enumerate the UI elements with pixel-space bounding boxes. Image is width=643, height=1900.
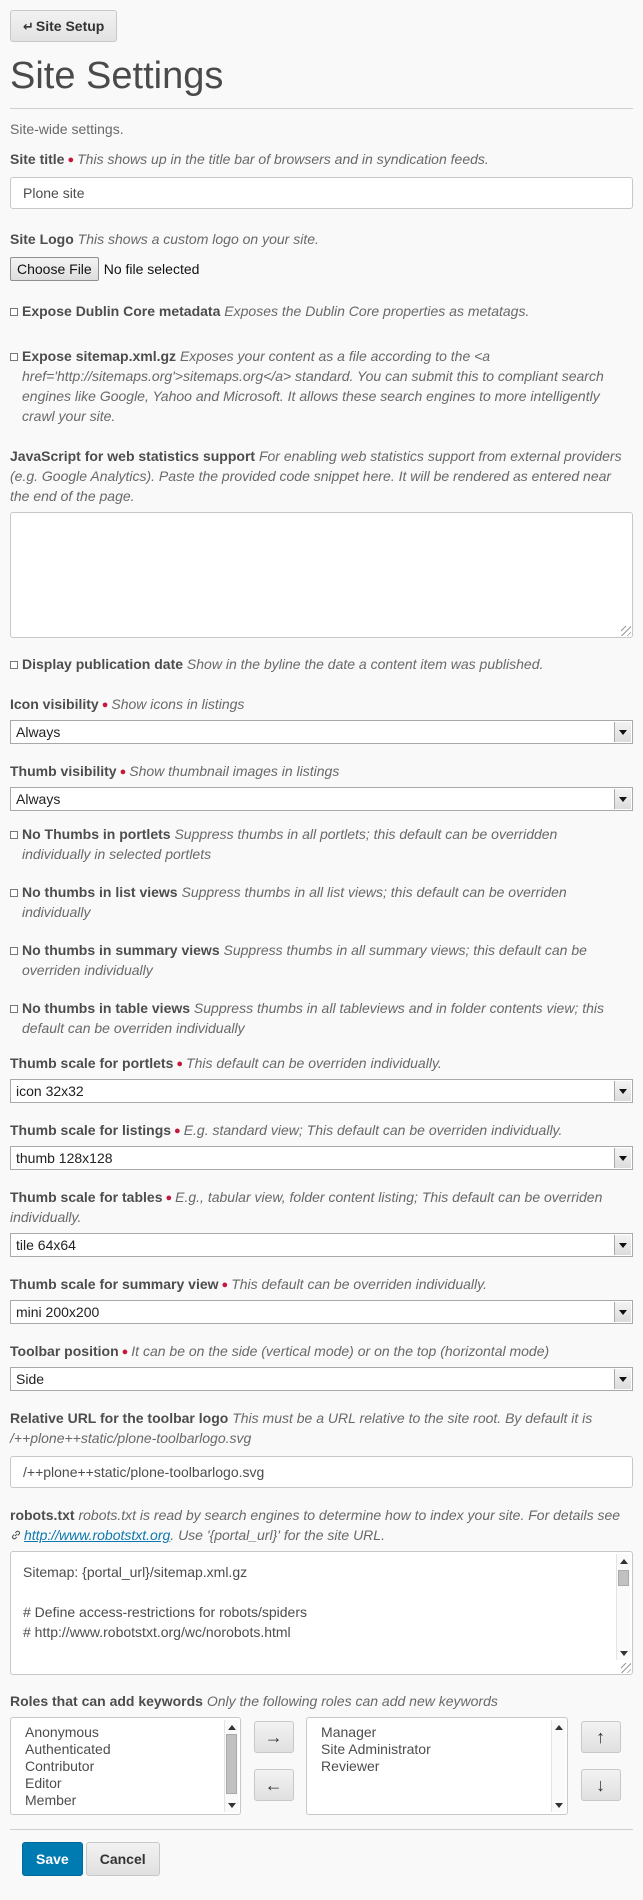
file-status: No file selected <box>103 261 200 277</box>
thumb-scale-tables-help: E.g., tabular view, folder content listing; This default can be overriden individually. <box>10 1189 603 1225</box>
choose-file-button[interactable]: Choose File <box>10 257 99 281</box>
toolbar-position-field <box>10 1341 633 1391</box>
dropdown-arrow-icon[interactable] <box>614 1302 631 1322</box>
publication-date-label: Display publication date <box>22 656 184 672</box>
icon-visibility-help: Show icons in listings <box>111 696 245 712</box>
toolbar-logo-field <box>10 1408 633 1488</box>
dublin-core-checkbox[interactable] <box>10 308 18 316</box>
sitemap-label: Expose sitemap.xml.gz <box>22 348 177 364</box>
no-thumbs-portlets-checkbox[interactable] <box>10 831 18 839</box>
thumb-visibility-value: Always <box>16 791 61 807</box>
toolbar-position-label: Toolbar position <box>10 1343 119 1359</box>
site-logo-label: Site Logo <box>10 231 74 247</box>
toolbar-logo-input[interactable]: /++plone++static/plone-toolbarlogo.svg <box>10 1456 633 1488</box>
robots-help <box>10 1507 620 1543</box>
page-description: Site-wide settings. <box>10 121 124 137</box>
move-down-button[interactable]: ↓ <box>581 1769 621 1801</box>
thumb-visibility-help: Show thumbnail images in listings <box>129 763 340 779</box>
keywords-roles-label: Roles that can add keywords <box>10 1693 203 1709</box>
publication-date-field <box>10 654 633 674</box>
thumb-scale-portlets-field <box>10 1053 633 1103</box>
dropdown-arrow-icon[interactable] <box>614 789 631 809</box>
thumb-scale-summary-label: Thumb scale for summary view <box>10 1276 219 1292</box>
no-thumbs-portlets-label: No Thumbs in portlets <box>22 826 171 842</box>
no-thumbs-table-help: Suppress thumbs in all tableviews and in folder contents view; this default can be overriden individually <box>22 1000 605 1036</box>
robots-textarea[interactable] <box>10 1551 633 1675</box>
required-icon: ● <box>174 1125 181 1137</box>
no-thumbs-summary-label: No thumbs in summary views <box>22 942 220 958</box>
toolbar-logo-help: This must be a URL relative to the site root. By default it is /++plone++static/plone-toolbarlogo.svg <box>10 1410 593 1446</box>
list-item[interactable]: Authenticated <box>25 1741 111 1757</box>
robotstxt-link[interactable]: http://www.robotstxt.org <box>24 1527 171 1543</box>
list-item[interactable]: Editor <box>25 1775 62 1791</box>
no-thumbs-table-field <box>10 998 633 1038</box>
scroll-up-icon[interactable] <box>552 1720 566 1734</box>
robots-line <box>23 1582 620 1602</box>
robots-scrollbar[interactable] <box>616 1554 630 1660</box>
site-title-label: Site title <box>10 151 65 167</box>
dublin-core-help: Exposes the Dublin Core properties as metatags. <box>224 303 530 319</box>
site-title-input[interactable]: Plone site <box>10 177 633 209</box>
no-thumbs-portlets-help: Suppress thumbs in all portlets; this default can be overridden individually in selected portlets <box>22 826 558 862</box>
thumb-scale-portlets-help: This default can be overriden individually. <box>186 1055 442 1071</box>
form-actions <box>10 1829 633 1876</box>
no-thumbs-table-checkbox[interactable] <box>10 1005 18 1013</box>
robots-label: robots.txt <box>10 1507 75 1523</box>
available-roles-list[interactable] <box>10 1717 241 1815</box>
webstats-label: JavaScript for web statistics support <box>10 448 256 464</box>
thumb-scale-listings-select[interactable] <box>10 1146 633 1170</box>
thumb-scale-summary-select[interactable] <box>10 1300 633 1324</box>
thumb-visibility-label: Thumb visibility <box>10 763 117 779</box>
scroll-down-icon[interactable] <box>617 1646 631 1660</box>
remove-role-button[interactable]: ← <box>254 1769 294 1801</box>
thumb-scale-listings-help: E.g. standard view; This default can be overriden individually. <box>183 1122 563 1138</box>
no-thumbs-summary-checkbox[interactable] <box>10 947 18 955</box>
thumb-scale-tables-label: Thumb scale for tables <box>10 1189 163 1205</box>
required-icon: ● <box>101 699 109 711</box>
required-icon: ● <box>67 154 75 166</box>
thumb-scale-summary-field <box>10 1274 633 1324</box>
scroll-thumb[interactable] <box>226 1734 237 1794</box>
dropdown-arrow-icon[interactable] <box>614 1369 631 1389</box>
icon-visibility-select[interactable] <box>10 720 633 744</box>
sitemap-checkbox[interactable] <box>10 353 18 361</box>
no-thumbs-table-label: No thumbs in table views <box>22 1000 191 1016</box>
sitemap-help: Exposes your content as a file according to the <a href='http://sitemaps.org'>sitemaps.org</a> standard. You can submit this to compliant search engines like Google, Yahoo and Microsoft. It allows these search engines to more intelligently crawl your site. <box>22 348 604 424</box>
required-icon: ● <box>121 1346 129 1358</box>
required-icon: ● <box>221 1279 229 1291</box>
move-up-button[interactable]: ↑ <box>581 1721 621 1753</box>
list-item[interactable]: Reviewer <box>321 1758 380 1774</box>
no-thumbs-list-label: No thumbs in list views <box>22 884 178 900</box>
icon-visibility-label: Icon visibility <box>10 696 99 712</box>
icon-visibility-field <box>10 694 633 744</box>
site-logo-field <box>10 229 633 281</box>
page-title: Site Settings <box>10 54 633 109</box>
link-icon <box>10 1529 22 1541</box>
thumb-scale-portlets-value: icon 32x32 <box>16 1083 84 1099</box>
site-logo-help: This shows a custom logo on your site. <box>77 231 319 247</box>
no-thumbs-portlets-field <box>10 824 633 864</box>
resize-grip-icon[interactable] <box>621 1663 631 1673</box>
webstats-help: For enabling web statistics support from external providers (e.g. Google Analytics). Paste the provided code snippet here. It will be rendered as entered near the end of the page. <box>10 448 622 504</box>
site-title-field <box>10 149 633 209</box>
scroll-thumb[interactable] <box>618 1570 629 1586</box>
required-icon: ● <box>176 1058 184 1070</box>
thumb-visibility-field <box>10 761 633 811</box>
required-icon: ● <box>165 1192 173 1204</box>
thumb-scale-summary-help: This default can be overriden individually. <box>231 1276 487 1292</box>
publication-date-checkbox[interactable] <box>10 661 18 669</box>
thumb-scale-tables-select[interactable] <box>10 1233 633 1257</box>
thumb-visibility-select[interactable] <box>10 787 633 811</box>
no-thumbs-summary-help: Suppress thumbs in all summary views; this default can be overriden individually <box>22 942 587 978</box>
required-icon: ● <box>119 766 127 778</box>
no-thumbs-list-checkbox[interactable] <box>10 889 18 897</box>
no-thumbs-list-field <box>10 882 633 922</box>
sitemap-field <box>10 346 633 426</box>
robots-line: # Define access-restrictions for robots/spiders <box>23 1604 307 1620</box>
toolbar-position-help: It can be on the side (vertical mode) or on the top (horizontal mode) <box>131 1343 550 1359</box>
thumb-scale-portlets-select[interactable] <box>10 1079 633 1103</box>
dublin-core-field <box>10 301 633 321</box>
list-item[interactable]: Site Administrator <box>321 1741 431 1757</box>
thumb-scale-listings-label: Thumb scale for listings <box>10 1122 172 1138</box>
dropdown-arrow-icon[interactable] <box>614 1148 631 1168</box>
webstats-field <box>10 446 633 638</box>
scroll-up-icon[interactable] <box>225 1720 239 1734</box>
scroll-down-icon[interactable] <box>552 1798 566 1812</box>
thumb-scale-tables-value: tile 64x64 <box>16 1237 76 1253</box>
no-thumbs-summary-field <box>10 940 633 980</box>
selected-roles-list[interactable] <box>306 1717 568 1815</box>
webstats-textarea[interactable] <box>10 512 633 638</box>
robots-line: Sitemap: {portal_url}/sitemap.xml.gz <box>23 1564 248 1580</box>
list-item[interactable]: Contributor <box>25 1758 95 1774</box>
selected-roles-scrollbar[interactable] <box>551 1720 565 1812</box>
toolbar-logo-label: Relative URL for the toolbar logo <box>10 1410 229 1426</box>
return-arrow-icon: ↵ <box>23 19 34 34</box>
available-roles-scrollbar[interactable] <box>224 1720 238 1812</box>
scroll-down-icon[interactable] <box>225 1798 239 1812</box>
thumb-scale-summary-value: mini 200x200 <box>16 1304 100 1320</box>
thumb-scale-listings-value: thumb 128x128 <box>16 1150 113 1166</box>
thumb-scale-listings-field <box>10 1120 633 1170</box>
robots-line: # http://www.robotstxt.org/wc/norobots.html <box>23 1624 291 1640</box>
dropdown-arrow-icon[interactable] <box>614 722 631 742</box>
dropdown-arrow-icon[interactable] <box>614 1235 631 1255</box>
resize-grip-icon[interactable] <box>621 626 631 636</box>
scroll-up-icon[interactable] <box>617 1554 631 1568</box>
save-button[interactable]: Save <box>22 1842 83 1876</box>
robots-field <box>10 1505 633 1675</box>
keywords-roles-field <box>10 1691 633 1815</box>
site-setup-button[interactable] <box>10 10 117 42</box>
keywords-roles-help: Only the following roles can add new keywords <box>206 1693 498 1709</box>
thumb-scale-tables-field <box>10 1187 633 1257</box>
icon-visibility-value: Always <box>16 724 61 740</box>
toolbar-position-select[interactable] <box>10 1367 633 1391</box>
robots-help-text: robots.txt is read by search engines to determine how to index your site. For details see <box>78 1507 621 1523</box>
dublin-core-label: Expose Dublin Core metadata <box>22 303 221 319</box>
publication-date-help: Show in the byline the date a content item was published. <box>186 656 544 672</box>
site-setup-label: Site Setup <box>35 18 105 34</box>
list-item[interactable]: Member <box>25 1792 77 1808</box>
toolbar-position-value: Side <box>16 1371 45 1387</box>
robots-help-suffix: . Use '{portal_url}' for the site URL. <box>170 1527 385 1543</box>
no-thumbs-list-help: Suppress thumbs in all list views; this default can be overriden individually <box>22 884 567 920</box>
list-item[interactable]: Anonymous <box>25 1724 99 1740</box>
list-item[interactable]: Manager <box>321 1724 377 1740</box>
site-title-help: This shows up in the title bar of browsers and in syndication feeds. <box>77 151 489 167</box>
cancel-button[interactable]: Cancel <box>86 1842 160 1876</box>
dropdown-arrow-icon[interactable] <box>614 1081 631 1101</box>
add-role-button[interactable]: → <box>254 1721 294 1753</box>
thumb-scale-portlets-label: Thumb scale for portlets <box>10 1055 174 1071</box>
